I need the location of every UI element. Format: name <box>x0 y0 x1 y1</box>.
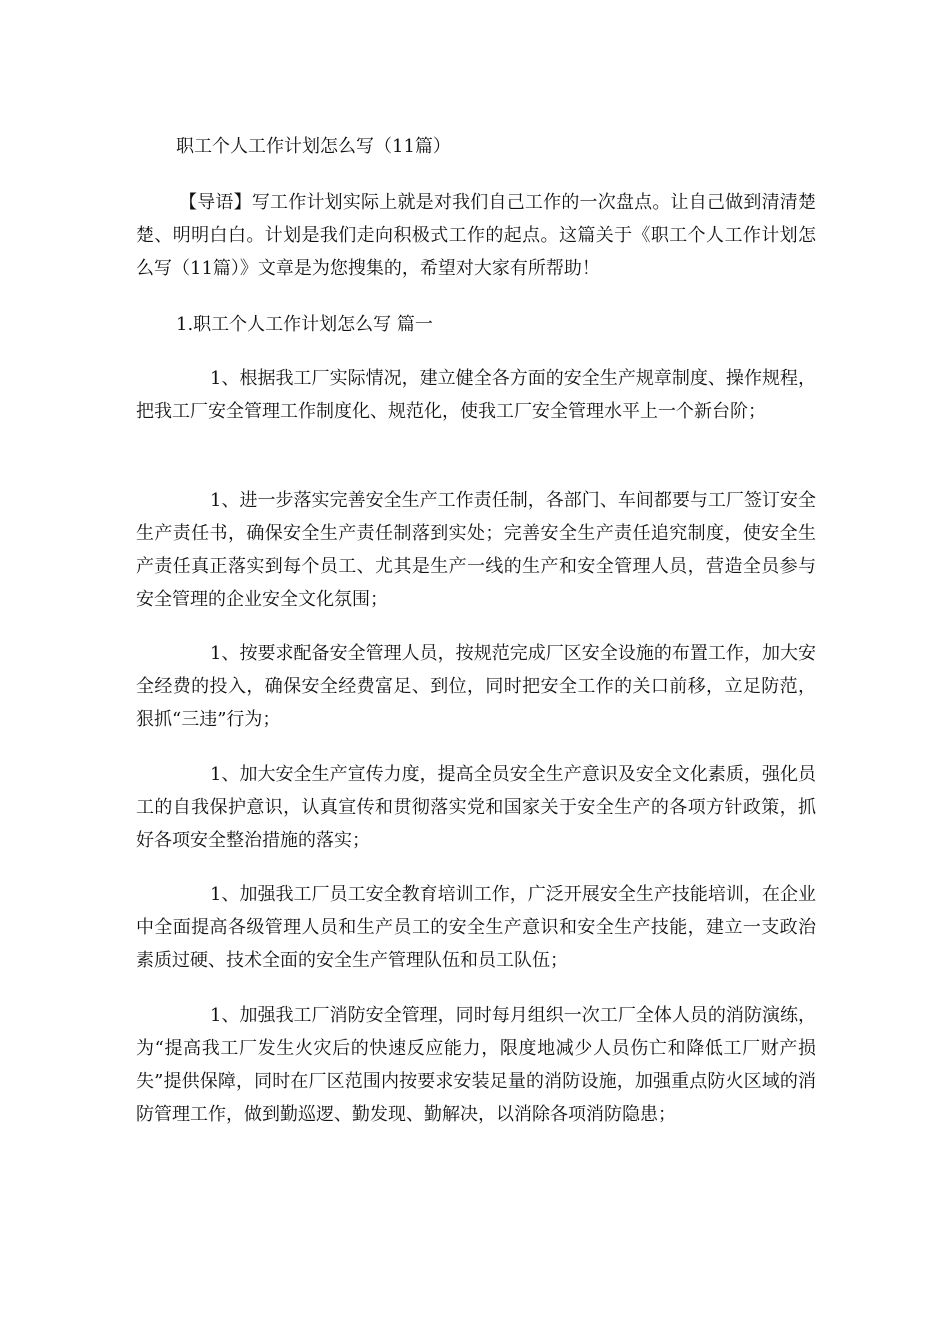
plan-item-1: 1、根据我工厂实际情况，建立健全各方面的安全生产规章制度、操作规程，把我工厂安全管理工作制度化、规范化，使我工厂安全管理水平上一个新台阶； <box>136 368 816 422</box>
plan-item-4: 1、加大安全生产宣传力度，提高全员安全生产意识及安全文化素质，强化员工的自我保护意识，认真宣传和贯彻落实党和国家关于安全生产的各项方针政策，抓好各项安全整治措施的落实； <box>136 764 816 851</box>
plan-item-5: 1、加强我工厂员工安全教育培训工作，广泛开展安全生产技能培训，在企业中全面提高各级管理人员和生产员工的安全生产意识和安全生产技能，建立一支政治素质过硬、技术全面的安全生产管理队伍和员工队伍； <box>136 884 816 971</box>
document-title: 职工个人工作计划怎么写（11篇） <box>176 136 451 157</box>
intro-paragraph: 【导语】写工作计划实际上就是对我们自己工作的一次盘点。让自己做到清清楚楚、明明白白。计划是我们走向积极式工作的起点。这篇关于《职工个人工作计划怎么写（11篇）》文章是为您搜集的，希望对大家有所帮助！ <box>136 192 816 279</box>
plan-item-6: 1、加强我工厂消防安全管理，同时每月组织一次工厂全体人员的消防演练，为“提高我工厂发生火灾后的快速反应能力，限度地减少人员伤亡和降低工厂财产损失”提供保障，同时在厂区范围内按要求安装足量的消防设施，加强重点防火区域的消防管理工作，做到勤巡逻、勤发现、勤解决，以消除各项消防隐患； <box>136 1005 816 1125</box>
plan-item-3: 1、按要求配备安全管理人员，按规范完成厂区安全设施的布置工作，加大安全经费的投入，确保安全经费富足、到位，同时把安全工作的关口前移，立足防范，狠抓“三违”行为； <box>136 643 816 730</box>
plan-item-2: 1、进一步落实完善安全生产工作责任制，各部门、车间都要与工厂签订安全生产责任书，确保安全生产责任制落到实处；完善安全生产责任追究制度，使安全生产责任真正落实到每个员工、尤其是生产一线的生产和安全管理人员，营造全员参与安全管理的企业安全文化氛围； <box>136 490 816 610</box>
section-heading: 1.职工个人工作计划怎么写 篇一 <box>176 314 433 335</box>
